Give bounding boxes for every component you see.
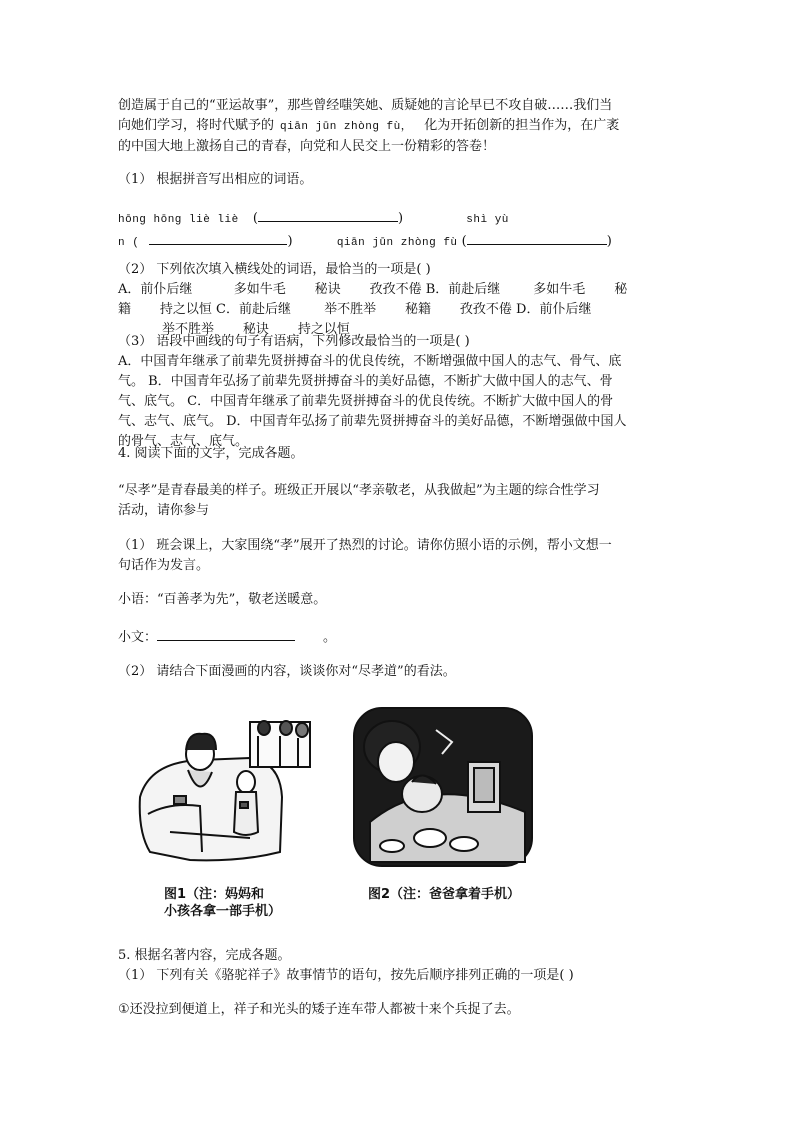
intro-line-2-start: 向她们学习，将时代赋予的 [118,118,275,133]
q4-intro-line-2: 活动，请你参与 [118,503,210,518]
intro-paragraph [118,96,678,157]
q5-item-1 [118,1000,698,1020]
question-1-blanks [118,207,698,253]
comic-figures [130,702,550,922]
figure-1-drawing [140,721,310,860]
q1-label-text: （1） 根据拼音写出相应的词语。 [118,172,313,187]
q2-options-line-3: 举不胜举 秘诀 持之以恒 [162,322,350,337]
intro-line-1: 创造属于自己的“亚运故事”，那些曾经嗤笑她、质疑她的言论早已不攻自破……我们当 [118,98,613,113]
q3-label: （3） 语段中画线的句子有语病，下列修改最恰当的一项是( ) [118,334,470,349]
q3-option-line-5: 的骨气、志气、底气。 [118,434,249,449]
q4-title-text: 4. 阅读下面的文字，完成各题。 [118,446,304,461]
q3-option-line-3: 气、底气。 C．中国青年继承了前辈先贤拼搏奋斗的优良传统。不断扩大做中国人的骨 [118,394,614,409]
intro-line-2-end: 化为开拓创新的担当作为，在广袤 [424,118,620,133]
figure-2-caption: 图2（注：爸爸拿着手机） [368,887,521,902]
xiaoyu-text: 小语：“百善孝为先”，敬老送暖意。 [118,592,327,607]
q1-row-1 [118,207,698,230]
pinyin-qianjunzhongfu-2: qiān jūn zhòng fù [336,237,458,249]
pinyin-n: n ( [118,237,140,249]
figure-1-caption-line-2: 小孩各拿一部手机） [164,904,282,919]
q2-label: （2） 下列依次填入横线处的词语，最恰当的一项是( ) [118,262,431,277]
intro-line-2 [118,116,678,137]
q3-option-line-4: 气、志气、底气。 D．中国青年弘扬了前辈先贤拼搏奋斗的美好品德，不断增强做中国人 [118,414,627,429]
answer-blank-1[interactable] [258,207,398,222]
question-1-label [118,170,678,190]
xiaowen-answer [118,626,678,648]
q2-options-line-1: A．前仆后继 多如牛毛 秘诀 孜孜不倦 B．前赴后继 多如牛毛 秘 [118,282,628,297]
question-4-title [118,444,678,464]
pinyin-shiyu: shì yù [466,214,509,226]
figure-1-caption-line-1: 图1（注：妈妈和 [164,887,265,902]
paren-open: ( [461,234,467,249]
xiaowen-answer-blank[interactable] [157,626,295,641]
answer-blank-2[interactable] [149,230,287,245]
xiaowen-label: 小文： [118,630,158,645]
q4-sub-1-line-2: 句话作为发言。 [118,558,210,573]
q5-sub-1: （1） 下列有关《骆驼祥子》故事情节的语句，按先后顺序排列正确的一项是( ) [118,968,574,983]
paren-close: ) [287,234,293,249]
question-3 [118,332,698,452]
xiaoyu-example [118,590,678,610]
q4-sub-1 [118,536,678,576]
item-number-1: ① [118,1002,130,1017]
q4-sub-1-line-1: （1） 班会课上，大家围绕“孝”展开了热烈的讨论。请你仿照小语的示例，帮小文想一 [118,538,612,553]
q3-option-line-1: A．中国青年继承了前辈先贤拼搏奋斗的优良传统，不断增强做中国人的志气、骨气、底 [118,354,622,369]
paren-close: ) [397,211,404,226]
q4-sub-2-text: （2） 请结合下面漫画的内容，谈谈你对“尽孝道”的看法。 [118,664,456,679]
pinyin-honghonglielie: hōng hōng liè liè [118,214,239,226]
q4-intro-line-1: “尽孝”是青春最美的样子。班级正开展以“孝亲敬老，从我做起”为主题的综合性学习 [118,483,600,498]
q5-item-1-text: 还没拉到便道上，祥子和光头的矮子连车带人都被十来个兵捉了去。 [129,1002,520,1017]
q4-intro [118,481,678,521]
figure-2-drawing [354,708,532,866]
question-2 [118,260,698,340]
xiaowen-period: 。 [323,630,337,645]
figure-1-caption [164,886,281,920]
q4-sub-2 [118,662,678,682]
paren-open: ( [252,211,258,226]
intro-line-3: 的中国大地上激扬自己的青春，向党和人民交上一份精彩的答卷！ [118,139,496,154]
q2-options-line-2: 籍 持之以恒 C．前赴后继 举不胜举 秘籍 孜孜不倦 D．前仆后继 [118,302,592,317]
pinyin-qianjunzhongfu: qiān jūn zhòng fù， [280,121,413,133]
q3-option-line-2: 气。 B．中国青年弘扬了前辈先贤拼搏奋斗的美好品德，不断扩大做中国人的志气、骨 [118,374,613,389]
answer-blank-3[interactable] [467,230,607,245]
paren-close: ) [606,234,612,249]
q5-title: 5. 根据名著内容，完成各题。 [118,948,291,963]
q1-row-2 [118,230,698,253]
question-5 [118,946,698,986]
